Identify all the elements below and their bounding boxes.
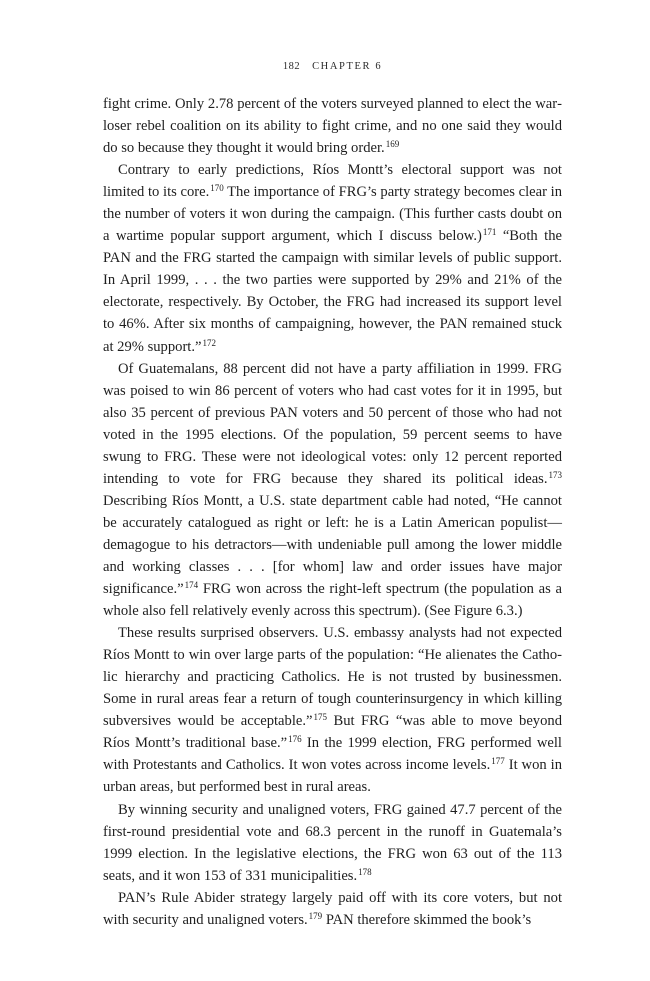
paragraph bbox=[103, 622, 562, 798]
paragraph-text: Of Guatemalans, 88 percent did not have a party affiliation in 1999. FRG was poised to win 86 percent of voters who had cast votes for it in 1995, but also 35 percent of previous PAN voters and 50 percent of those who had not voted in the 1995 elections. Of the population, 59 percent seems to have swung to FRG. These were not ideological votes: only 12 percent reported intending to vote for FRG because they shared its political ideas. bbox=[103, 360, 562, 487]
footnote-reference: 173 bbox=[548, 469, 562, 480]
paragraph-text: By winning security and unaligned voters, FRG gained 47.7 percent of the first-round presidential vote and 68.3 percent in the runoff in Guatemala’s 1999 election. In the legislative elections, the FRG won 63 out of the 113 seats, and it won 153 of 331 municipalities. bbox=[103, 801, 562, 884]
body-text bbox=[103, 93, 562, 931]
paragraph-text: In the 1999 election, FRG performed well with Protestants and Catholics. It won votes across income levels. bbox=[103, 735, 562, 774]
paragraph-text: PAN’s Rule Abider strategy largely paid off with its core voters, but not with security and unaligned voters. bbox=[103, 889, 562, 928]
footnote-reference: 171 bbox=[482, 227, 497, 238]
paragraph-text: These results surprised observers. U.S. embassy analysts had not expected Ríos Montt to win over large parts of the population: “He alienates the Catholic hierarchy and practicing Catholics. He is not trusted by businessmen. Some in rural areas fear a return of tough counterinsurgency in which killing subversives would be acceptable.” bbox=[103, 625, 562, 730]
footnote-reference: 177 bbox=[491, 756, 505, 767]
footnote-reference: 178 bbox=[358, 866, 372, 877]
paragraph bbox=[103, 799, 562, 887]
footnote-reference: 175 bbox=[313, 712, 327, 723]
footnote-reference: 176 bbox=[288, 734, 302, 745]
paragraph-text: Contrary to early predictions, Ríos Montt’s electoral support was not limited to its core. bbox=[103, 162, 562, 201]
footnote-reference: 174 bbox=[184, 580, 199, 591]
page-number: 182 bbox=[282, 61, 301, 72]
footnote-reference: 170 bbox=[210, 183, 224, 194]
paragraph-text: FRG won across the right-left spectrum (the population as a whole also fell relatively evenly across this spectrum). (See Figure 6.3.) bbox=[103, 581, 562, 620]
paragraph-text: But FRG “was able to move beyond Ríos Montt’s traditional base.” bbox=[103, 713, 562, 752]
paragraph bbox=[103, 358, 562, 623]
chapter-title: CHAPTER 6 bbox=[312, 61, 383, 72]
paragraph-text: The importance of FRG’s party strategy becomes clear in the number of voters it won during the campaign. (This further casts doubt on a wartime popular support argument, which I discuss below.) bbox=[103, 184, 562, 245]
paragraph-text: Describing Ríos Montt, a U.S. state department cable had noted, “He cannot be accurately catalogued as right or left: he is a Latin American populist—demagogue to his detractors—with undeniable pull among the lower middle and working classes . . . [for whom] law and order issues have major significance.” bbox=[103, 492, 562, 598]
paragraph-text: PAN therefore skimmed the book’s bbox=[322, 911, 532, 928]
paragraph-text: fight crime. Only 2.78 percent of the voters surveyed planned to elect the warloser rebel coalition on its ability to fight crime, and no one said they would do so because they thought it would bring order. bbox=[103, 96, 562, 157]
paragraph-text: It won in urban areas, but performed best in rural areas. bbox=[103, 757, 562, 796]
book-page bbox=[103, 0, 562, 981]
paragraph bbox=[103, 159, 562, 357]
paragraph bbox=[103, 887, 562, 931]
paragraph-text: “Both the PAN and the FRG started the campaign with similar levels of public support. In April 1999, . . . the two parties were supported by 29% and 21% of the electorate, respectively. By October, the FRG had increased its support level to 46%. After six months of campaigning, however, the PAN remained stuck at 29% support.” bbox=[103, 228, 562, 355]
paragraph bbox=[103, 93, 562, 159]
footnote-reference: 172 bbox=[202, 337, 216, 348]
running-header bbox=[103, 61, 562, 72]
footnote-reference: 179 bbox=[308, 910, 323, 921]
footnote-reference: 169 bbox=[385, 139, 400, 150]
